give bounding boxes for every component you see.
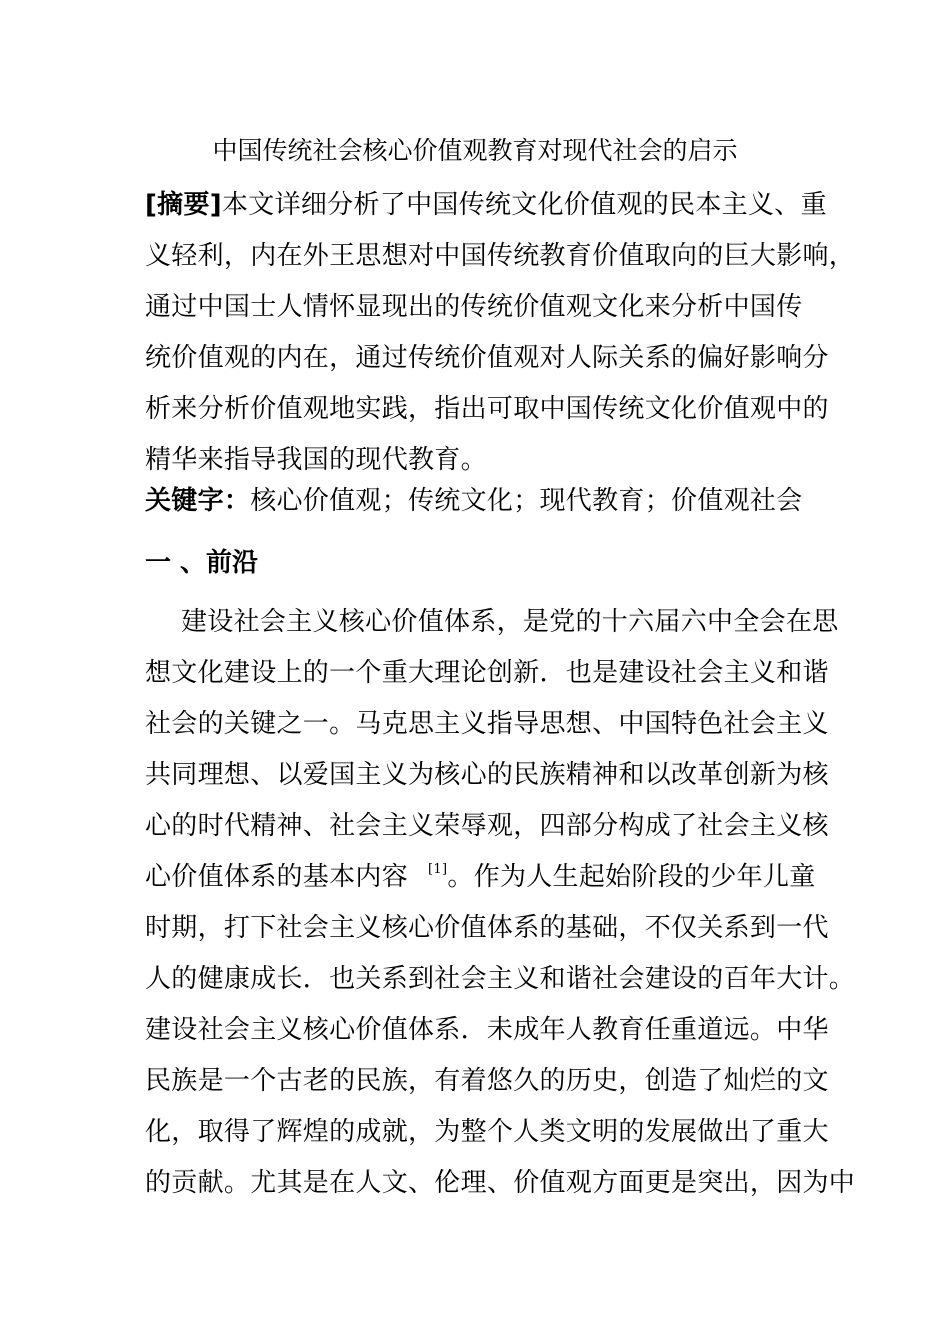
- abstract-line: 统价值观的内在，通过传统价值观对人际关系的偏好影响分: [145, 343, 829, 373]
- body-line: 时期，打下社会主义核心价值体系的基础，不仅关系到一代: [145, 913, 829, 943]
- abstract-line: 精华来指导我国的现代教育。: [145, 445, 487, 475]
- section-heading: 一 、前沿: [145, 548, 259, 578]
- keywords-label: 关键字：: [145, 486, 251, 516]
- body-line: 人的健康成长．也关系到社会主义和谐社会建设的百年大计。: [145, 964, 856, 994]
- abstract-line: 析来分析价值观地实践，指出可取中国传统文化价值观中的: [145, 394, 829, 424]
- body-line: 的贡献。尤其是在人文、伦理、价值观方面更是突出，因为中: [145, 1168, 856, 1198]
- body-line: 共同理想、以爱国主义为核心的民族精神和以改革创新为核: [145, 760, 829, 790]
- abstract: [145, 180, 856, 486]
- keywords-text: 核心价值观；传统文化；现代教育；价值观社会: [250, 486, 803, 516]
- keywords: [145, 476, 845, 527]
- body-line: 建设社会主义核心价值体系，是党的十六届六中全会在思: [181, 607, 839, 637]
- body-line: 社会的关键之一。马克思主义指导思想、中国特色社会主义: [145, 709, 829, 739]
- body-line: 建设社会主义核心价值体系．未成年人教育任重道远。中华: [145, 1015, 829, 1045]
- body-line: 化，取得了辉煌的成就，为整个人类文明的发展做出了重大: [145, 1117, 829, 1147]
- abstract-line: 义轻利，内在外王思想对中国传统教育价值取向的巨大影响，: [145, 241, 856, 271]
- body-line: 民族是一个古老的民族，有着悠久的历史，创造了灿烂的文: [145, 1066, 829, 1096]
- abstract-line: 通过中国士人情怀显现出的传统价值观文化来分析中国传: [145, 292, 803, 322]
- abstract-label: [摘要]: [145, 190, 222, 220]
- body-line: 想文化建设上的一个重大理论创新．也是建设社会主义和谐: [145, 658, 829, 688]
- abstract-line: [摘要]本文详细分析了中国传统文化价值观的民本主义、重: [145, 190, 827, 220]
- section-body: [145, 597, 856, 1209]
- paper-title: 中国传统社会核心价值观教育对现代社会的启示: [212, 136, 738, 165]
- body-line: 心价值体系的基本内容 [1]。作为人生起始阶段的少年儿童: [145, 862, 816, 892]
- body-line: 心的时代精神、社会主义荣辱观，四部分构成了社会主义核: [145, 811, 829, 841]
- citation-mark: [1]: [428, 862, 448, 877]
